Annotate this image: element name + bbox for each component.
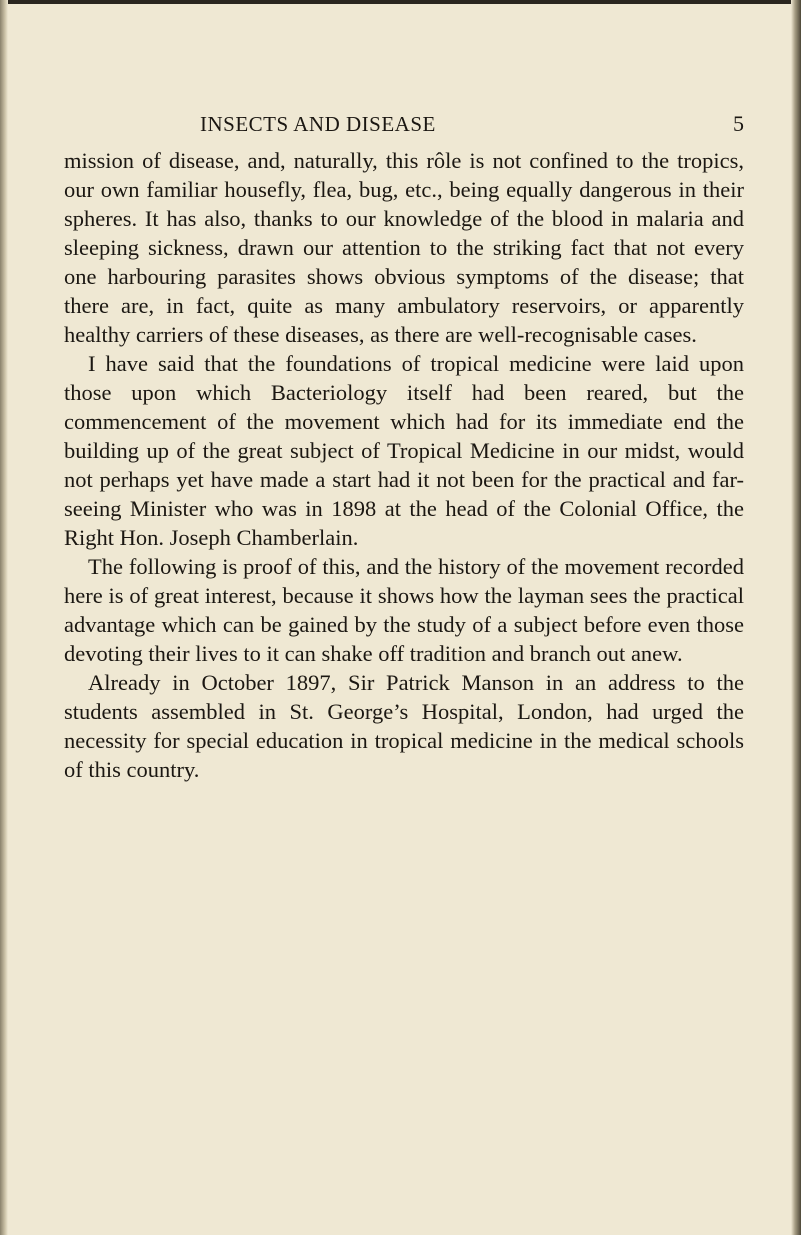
page-left-edge — [0, 0, 8, 1235]
page-number: 5 — [733, 111, 744, 136]
paragraph-1: mission of disease, and, naturally, this rôle is not confined to the tropics, our own familiar housefly, flea, bug, etc., being equally dangerous in their spheres. It has also, thanks to our knowledge of the blood in malaria and sleeping sickness, drawn our attention to the striking fact that not every one harbouring parasites shows obvious symptoms of the disease; that there are, in fact, quite as many ambulatory reservoirs, or apparently healthy carriers of these diseases, as there are well-recognisable cases. — [64, 148, 744, 347]
paragraph-3: The following is proof of this, and the history of the movement recorded here is of great interest, because it shows how the layman sees the practical advantage which can be gained by the study of a subject before even those devoting their lives to it can shake off tradition and branch out anew. — [64, 554, 744, 666]
book-page — [64, 112, 744, 784]
paragraph-4: Already in October 1897, Sir Patrick Manson in an address to the students assembled in St. George’s Hospital, London, had urged the necessity for special education in tropical medicine in the medical schools of this country. — [64, 670, 744, 782]
paragraph-2: I have said that the foundations of tropical medicine were laid upon those upon which Bacteriology itself had been reared, but the commencement of the movement which had for its immediate end the building up of the great subject of Tropical Medicine in our midst, would not perhaps yet have made a start had it not been for the practical and far-seeing Minister who was in 1898 at the head of the Colonial Office, the Right Hon. Joseph Chamberlain. — [64, 351, 744, 550]
page-top-edge — [0, 0, 801, 4]
running-head-title: INSECTS AND DISEASE — [200, 112, 436, 136]
page-right-edge — [791, 0, 801, 1235]
running-head — [64, 112, 744, 146]
body-text — [64, 146, 744, 784]
